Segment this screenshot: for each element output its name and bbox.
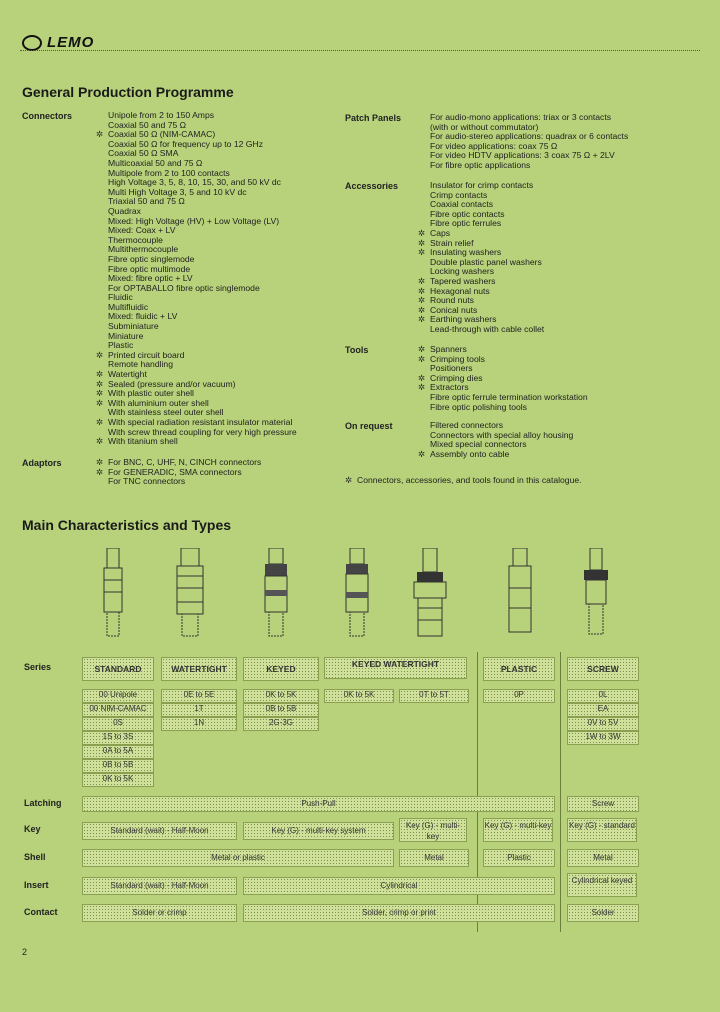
star-icon: ✲ [418,295,426,306]
key-keyed-watertight: Key (G) - multi-key [399,818,467,842]
list-item-text: Round nuts [430,295,474,306]
list-item-text: Multifluidic [108,301,149,312]
connector-plastic-drawing [503,548,537,638]
key-plastic: Key (G) - multi-key [483,818,553,842]
lemo-logo [22,34,94,51]
list-item-text: Spanners [430,344,467,354]
list-item-text: Coaxial contacts [430,199,494,210]
star-icon: ✲ [418,382,426,393]
list-item-text: Insulator for crimp contacts [430,180,534,190]
connector-standard-drawing [98,548,128,638]
latching-screw: Screw [567,796,639,812]
list-item-text: Fibre optic contacts [430,208,505,219]
contact-screw: Solder [567,904,639,922]
list-item-text: Lead-through with cable collet [430,323,545,334]
list-item-text: Extractors [430,382,469,393]
star-icon: ✲ [418,344,426,354]
list-item-text: Fibre optic ferrules [430,218,502,229]
series-watertight-header: WATERTIGHT [161,657,237,681]
connectors-list [96,111,297,447]
divider-screw [560,652,561,932]
type-box: 2G-3G [243,717,319,731]
list-item-text: Watertight [108,369,147,380]
list-item [96,437,297,447]
patch-panels-list [418,113,628,171]
list-item-text: Coaxial 50 and 75 Ω [108,119,187,130]
list-item-text: Printed circuit board [108,349,185,360]
list-item-text: Sealed (pressure and/or vacuum) [108,378,236,389]
list-item-text: Miniature [108,330,144,341]
list-item-text: With special radiation resistant insulator material [108,417,293,427]
type-box: 0T to 5T [399,689,469,703]
list-item-text: Quadrax [108,205,141,216]
type-box: 1N [161,717,237,731]
list-item-text: Crimping tools [430,353,485,364]
insert-standard: Standard (wait) - Half-Moon [82,877,237,895]
list-item-text: Unipole from 2 to 150 Amps [108,110,215,120]
lemo-logo-icon [22,35,42,51]
characteristics-title: Main Characteristics and Types [22,517,232,533]
type-box: 0B to 5B [243,703,319,717]
list-item-text: Conical nuts [430,304,478,315]
star-icon: ✲ [418,227,426,238]
connector-keyed-drawing [260,548,292,638]
on-request-label: On request [345,421,393,431]
series-keyed-header: KEYED [243,657,319,681]
type-box: EA [567,703,639,717]
list-item-text: Subminiature [108,321,159,332]
list-item-text: Strain relief [430,237,474,248]
shell-keyed-watertight: Metal [399,849,469,867]
tools-list [418,345,588,412]
list-item-text: Mixed: fluidic + LV [108,311,178,322]
type-box: 0L [567,689,639,703]
brand-name: LEMO [47,34,95,51]
contact-standard: Solder or crimp [82,904,237,922]
star-icon: ✲ [418,285,426,296]
list-item-text: Coaxial 50 Ω SMA [108,148,179,159]
list-item-text: For video HDTV applications: 3 coax 75 Ω + 2LV [430,150,615,161]
list-item-text: With screw thread coupling for very high pressure [108,426,297,437]
star-icon: ✲ [96,349,104,360]
list-item-text: (with or without commutator) [430,121,539,132]
list-item-text: For video applications: coax 75 Ω [430,140,558,151]
list-item-text: Coaxial 50 Ω for frequency up to 12 GHz [108,138,263,149]
list-item-text: Earthing washers [430,314,497,325]
connector-keyed-watertight-panel-drawing [410,548,450,640]
type-box: 0K to 5K [243,689,319,703]
list-item-text: Mixed: fibre optic + LV [108,273,193,284]
page-number: 2 [22,947,28,957]
list-item-text: For GENERADIC, SMA connectors [108,466,242,477]
list-item-text: Assembly onto cable [430,448,510,459]
star-icon: ✲ [418,237,426,248]
list-item-text: Locking washers [430,266,495,277]
list-item-text: Multicoaxial 50 and 75 Ω [108,157,203,168]
list-item-text: Double plastic panel washers [430,256,542,267]
star-icon: ✲ [418,372,426,383]
star-icon: ✲ [418,247,426,258]
row-label-contact: Contact [24,907,58,917]
type-box: 00 NIM-CAMAC [82,703,154,717]
row-label-latching: Latching [24,798,62,808]
row-label-key: Key [24,824,41,834]
star-icon: ✲ [96,457,104,467]
type-box: 1T [161,703,237,717]
star-icon: ✲ [345,475,353,485]
footnote-text: Connectors, accessories, and tools found in this catalogue. [357,475,582,485]
type-box: 00 Unipole [82,689,154,703]
connector-screw-drawing [580,548,612,638]
adaptors-list [96,458,261,487]
star-icon: ✲ [418,275,426,286]
insert-cylindrical: Cylindrical [243,877,555,895]
list-item-text: Hexagonal nuts [430,285,490,296]
list-item-text: Mixed: High Voltage (HV) + Low Voltage (LV) [108,215,280,226]
star-icon: ✲ [96,369,104,380]
star-icon: ✲ [96,397,104,408]
contact-main: Solder, crimp or print [243,904,555,922]
on-request-list [418,421,573,459]
star-icon: ✲ [418,448,426,459]
list-item-text: For BNC, C, UHF, N, CINCH connectors [108,457,262,467]
type-box: 0B to 5B [82,759,154,773]
list-item-text: With plastic outer shell [108,388,194,399]
list-item-text: Fibre optic multimode [108,263,191,274]
type-box: 0V to 5V [567,717,639,731]
list-item-text: High Voltage 3, 5, 8, 10, 15, 30, and 50 kV dc [108,177,281,188]
row-label-series: Series [24,662,52,672]
list-item-text: Insulating washers [430,247,502,258]
header-divider [20,50,700,51]
star-icon: ✲ [96,129,104,140]
list-item-text: Connectors with special alloy housing [430,429,574,440]
list-item-text: Fluidic [108,292,133,303]
list-item [96,477,261,487]
series-screw-header: SCREW [567,657,639,681]
star-icon: ✲ [96,436,104,447]
type-box: 0E to 5E [161,689,237,703]
shell-standard: Metal or plastic [82,849,394,867]
type-box: 1W to 3W [567,731,639,745]
list-item [418,325,544,335]
key-screw: Key (G) - standard [567,818,637,842]
list-item [418,450,573,460]
list-item-text: For audio-mono applications: triax or 3 contacts [430,112,612,122]
list-item-text: Positioners [430,363,473,374]
list-item-text: Fibre optic singlemode [108,253,195,264]
series-keyed-watertight-header: KEYED WATERTIGHT [324,657,467,679]
list-item-text: Remote handling [108,359,173,370]
shell-screw: Metal [567,849,639,867]
list-item-text: Crimp contacts [430,189,488,200]
series-standard-header: STANDARD [82,657,154,681]
series-plastic-header: PLASTIC [483,657,555,681]
patch-panels-label: Patch Panels [345,113,402,123]
tools-label: Tools [345,345,369,355]
list-item-text: Fibre optic polishing tools [430,401,527,412]
list-item-text: With stainless steel outer shell [108,407,224,418]
row-label-shell: Shell [24,852,46,862]
connector-keyed-watertight-drawing [340,548,374,638]
list-item-text: For OPTABALLO fibre optic singlemode [108,282,260,293]
list-item-text: Tapered washers [430,275,496,286]
list-item-text: With aluminium outer shell [108,397,209,408]
star-icon: ✲ [96,388,104,399]
key-standard: Standard (wait) - Half-Moon [82,822,237,840]
list-item-text: For fibre optic applications [430,159,531,170]
list-item-text: Multipole from 2 to 100 contacts [108,167,230,178]
list-item-text: Crimping dies [430,372,483,383]
accessories-list [418,181,544,335]
latching-push-pull: Push-Pull [82,796,555,812]
list-item [418,161,628,171]
list-item-text: Mixed special connectors [430,439,527,450]
star-icon: ✲ [96,466,104,477]
key-keyed: Key (G) - multi-key system [243,822,394,840]
shell-plastic: Plastic [483,849,555,867]
type-box: 1S to 3S [82,731,154,745]
list-item-text: Triaxial 50 and 75 Ω [108,196,185,207]
list-item-text: Mixed: Coax + LV [108,225,176,236]
adaptors-label: Adaptors [22,458,62,468]
type-box: 0K to 5K [82,773,154,787]
list-item-text: Coaxial 50 Ω (NIM-CAMAC) [108,129,216,140]
star-icon: ✲ [418,314,426,325]
list-item-text: Thermocouple [108,234,163,245]
list-item-text: Fibre optic ferrule termination workstation [430,391,588,402]
list-item-text: For TNC connectors [108,476,186,487]
list-item-text: Caps [430,227,451,238]
type-box: 0P [483,689,555,703]
list-item [418,403,588,413]
connector-watertight-drawing [172,548,208,638]
list-item-text: Multithermocouple [108,244,179,255]
star-icon: ✲ [96,417,104,427]
type-box: 0A to 5A [82,745,154,759]
star-icon: ✲ [418,353,426,364]
row-label-insert: Insert [24,880,49,890]
star-icon: ✲ [418,304,426,315]
type-box: 0K to 5K [324,689,394,703]
type-box: 0S [82,717,154,731]
list-item-text: For audio-stereo applications: quadrax or 6 contacts [430,131,629,142]
star-icon: ✲ [96,378,104,389]
list-item-text: Multi High Voltage 3, 5 and 10 kV dc [108,186,247,197]
connectors-label: Connectors [22,111,73,121]
list-item-text: With titanium shell [108,436,178,447]
list-item-text: Plastic [108,340,134,351]
catalogue-footnote [345,476,582,486]
production-title: General Production Programme [22,84,234,100]
insert-screw: Cylindrical keyed [567,873,637,897]
accessories-label: Accessories [345,181,399,191]
list-item-text: Filtered connectors [430,420,504,430]
